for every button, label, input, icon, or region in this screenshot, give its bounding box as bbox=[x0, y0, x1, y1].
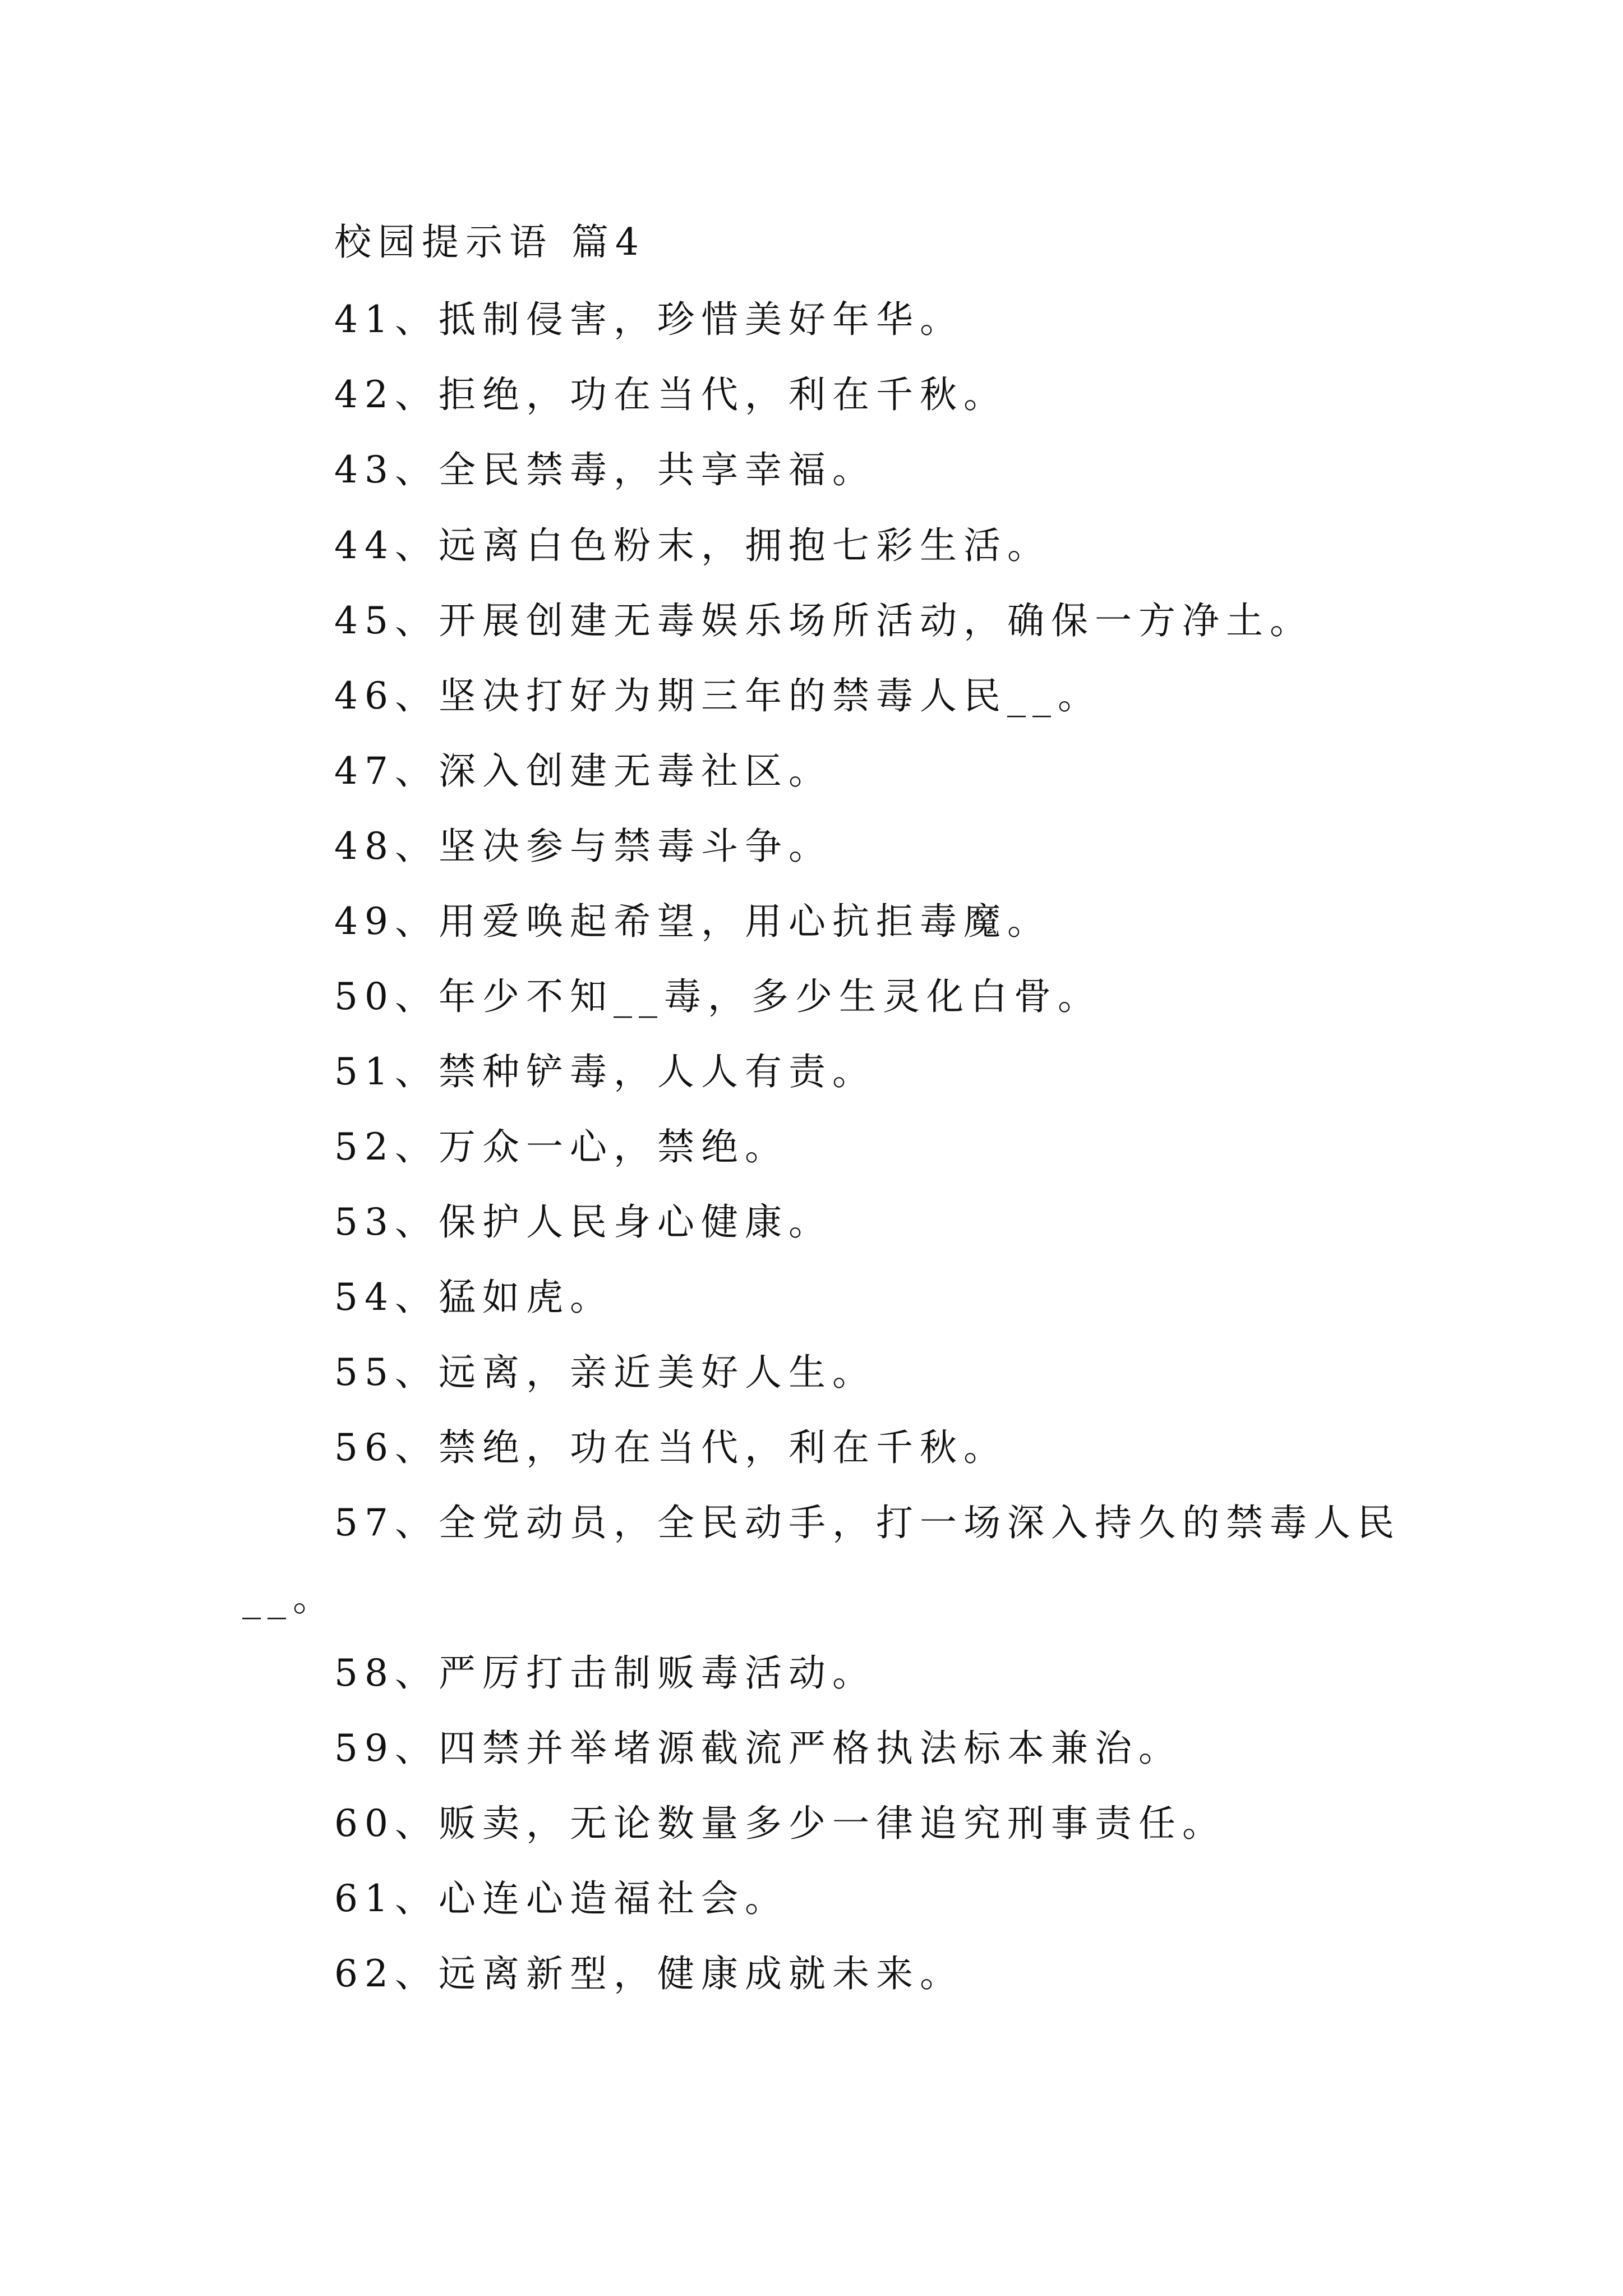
list-item: 59、四禁并举堵源截流严格执法标本兼治。 bbox=[334, 1727, 1182, 1770]
list-item: 56、禁绝，功在当代，利在千秋。 bbox=[334, 1426, 1007, 1469]
list-item: 44、远离白色粉末，拥抱七彩生活。 bbox=[334, 524, 1051, 567]
list-item-continuation: __。 bbox=[242, 1576, 336, 1619]
list-item: 49、用爱唤起希望，用心抗拒毒魔。 bbox=[334, 900, 1051, 943]
list-item: 42、拒绝，功在当代，利在千秋。 bbox=[334, 373, 1007, 416]
list-item: 62、远离新型，健康成就未来。 bbox=[334, 1952, 963, 1995]
list-item: 57、全党动员，全民动手，打一场深入持久的禁毒人民 bbox=[334, 1501, 1401, 1544]
list-item: 52、万众一心，禁绝。 bbox=[334, 1125, 789, 1168]
list-item: 48、坚决参与禁毒斗争。 bbox=[334, 825, 832, 868]
list-item: 53、保护人民身心健康。 bbox=[334, 1200, 832, 1244]
list-item: 47、深入创建无毒社区。 bbox=[334, 749, 832, 793]
list-item: 41、抵制侵害，珍惜美好年华。 bbox=[334, 298, 963, 341]
list-item: 60、贩卖，无论数量多少一律追究刑事责任。 bbox=[334, 1802, 1226, 1845]
list-item: 54、猛如虎。 bbox=[334, 1276, 614, 1319]
list-item: 58、严厉打击制贩毒活动。 bbox=[334, 1651, 876, 1695]
list-item: 61、心连心造福社会。 bbox=[334, 1877, 789, 1920]
list-item: 50、年少不知__毒，多少生灵化白骨。 bbox=[334, 975, 1101, 1018]
document-heading: 校园提示语 篇4 bbox=[334, 220, 645, 264]
list-item: 45、开展创建无毒娱乐场所活动，确保一方净土。 bbox=[334, 599, 1313, 642]
list-item: 55、远离，亲近美好人生。 bbox=[334, 1351, 876, 1394]
list-item: 43、全民禁毒，共享幸福。 bbox=[334, 448, 876, 491]
list-item: 51、禁种铲毒，人人有责。 bbox=[334, 1050, 876, 1093]
list-item: 46、坚决打好为期三年的禁毒人民__。 bbox=[334, 674, 1101, 717]
